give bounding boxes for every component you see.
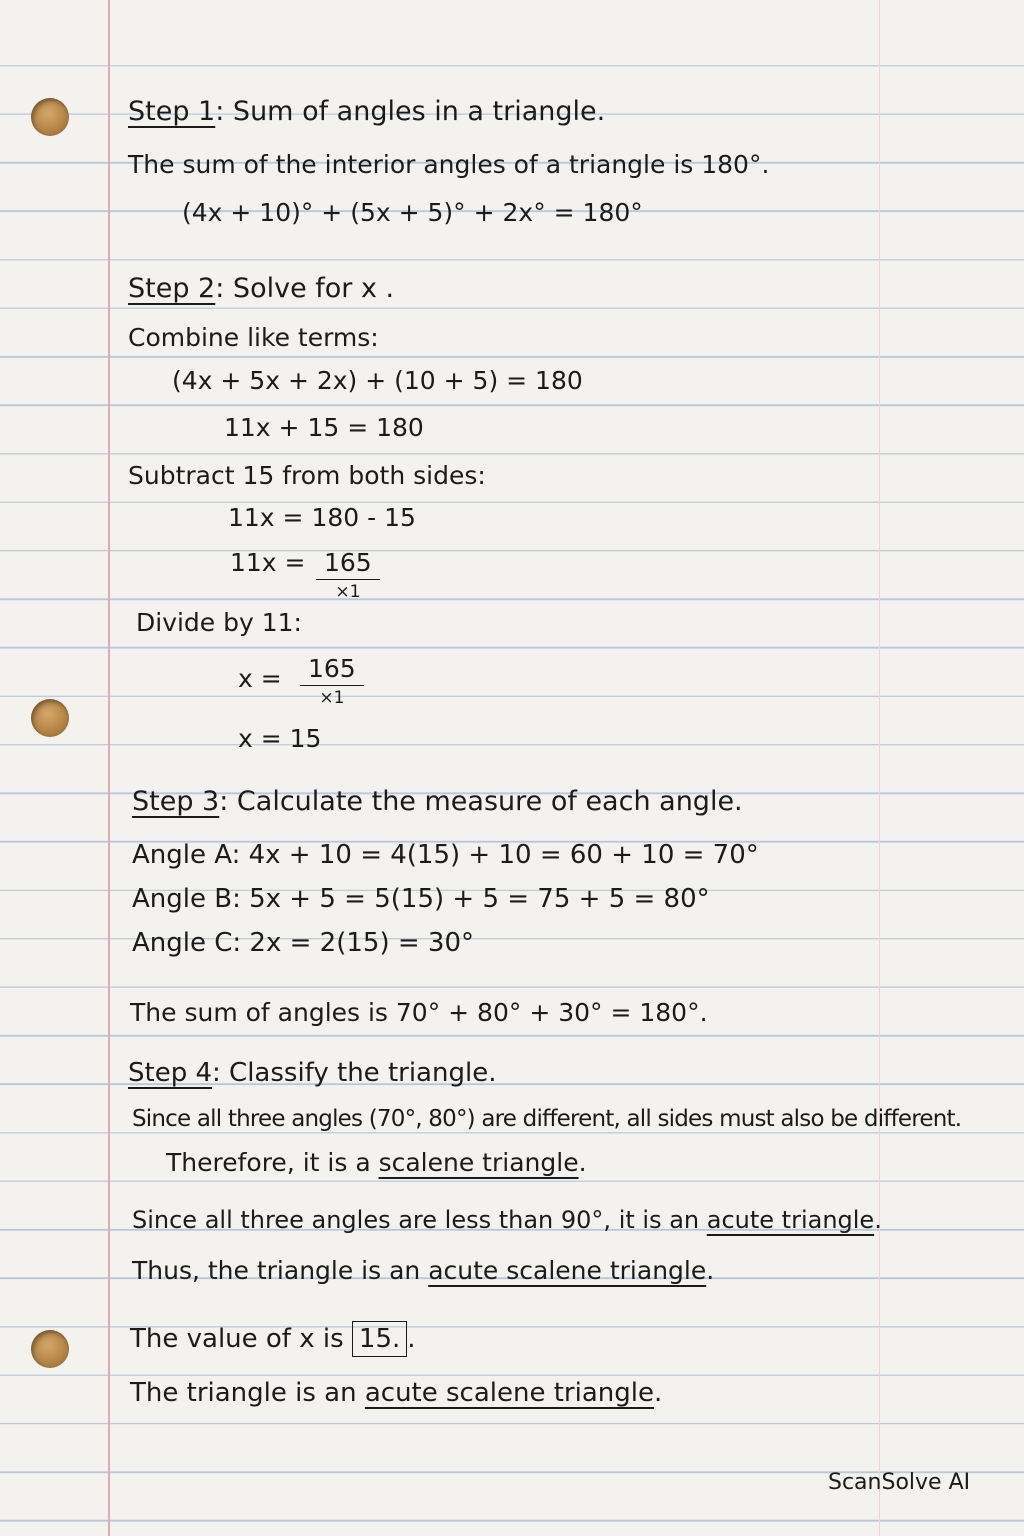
acute-triangle-underlined: acute triangle xyxy=(706,1206,875,1234)
step3-angle-c: Angle C: 2x = 2(15) = 30° xyxy=(132,928,474,958)
step4-label: Step 4 xyxy=(128,1058,213,1088)
answer-triangle-line xyxy=(130,1380,662,1406)
answer-acute-scalene-underlined: acute scalene triangle xyxy=(364,1378,654,1408)
step2-combine: Combine like terms: xyxy=(128,323,379,352)
answer-triangle-text: The triangle is an xyxy=(130,1378,365,1408)
answer-value-text: The value of x is xyxy=(130,1324,352,1354)
step2-subtract: Subtract 15 from both sides: xyxy=(128,461,486,490)
step2-eq5-left: x = xyxy=(238,664,282,693)
step2-divide: Divide by 11: xyxy=(136,608,302,637)
punch-hole-bottom xyxy=(31,1330,69,1368)
step3-heading xyxy=(132,788,743,815)
step3-sum: The sum of angles is 70° + 80° + 30° = 180°. xyxy=(130,998,708,1027)
step4-line3 xyxy=(132,1208,882,1232)
step4-line4-period: . xyxy=(706,1256,715,1285)
step2-eq3: 11x = 180 - 15 xyxy=(228,503,416,532)
step4-line1: Since all three angles (70°, 80°) are different, all sides must also be different. xyxy=(132,1106,962,1132)
step1-equation: (4x + 10)° + (5x + 5)° + 2x° = 180° xyxy=(182,198,643,227)
step1-label: Step 1 xyxy=(128,96,216,127)
step3-label: Step 3 xyxy=(132,786,220,817)
step2-eq4-numerator: 165 xyxy=(316,550,380,580)
step4-heading xyxy=(128,1060,496,1086)
step2-title: : Solve for x . xyxy=(215,273,395,304)
step2-eq6: x = 15 xyxy=(238,724,322,753)
step2-eq5-fraction xyxy=(300,656,364,707)
punch-hole-middle xyxy=(31,699,69,737)
step3-angle-a: Angle A: 4x + 10 = 4(15) + 10 = 60 + 10 = 70° xyxy=(132,840,759,870)
step4-line2-period: . xyxy=(578,1148,587,1177)
red-margin-line xyxy=(108,0,110,1536)
step3-angle-b: Angle B: 5x + 5 = 5(15) + 5 = 75 + 5 = 80° xyxy=(132,884,710,914)
answer-triangle-period: . xyxy=(653,1378,663,1408)
step4-line4-text: Thus, the triangle is an xyxy=(132,1256,429,1285)
answer-value-line xyxy=(130,1326,416,1352)
answer-value-period: . xyxy=(407,1324,416,1354)
step4-line3-period: . xyxy=(874,1206,882,1234)
step1-title: : Sum of angles in a triangle. xyxy=(215,96,606,127)
step2-label: Step 2 xyxy=(128,273,216,304)
acute-scalene-triangle-underlined: acute scalene triangle xyxy=(428,1256,707,1285)
step4-title: : Classify the triangle. xyxy=(212,1058,497,1088)
right-margin-line xyxy=(879,0,880,1536)
step2-eq5-numerator: 165 xyxy=(300,656,364,686)
answer-boxed-value: 15. xyxy=(352,1321,407,1357)
step4-line2 xyxy=(166,1150,587,1175)
step4-line2-text: Therefore, it is a xyxy=(166,1148,379,1177)
step2-heading xyxy=(128,275,394,302)
step2-eq4-denominator: ×1 xyxy=(335,582,361,602)
brand-watermark: ScanSolve AI xyxy=(828,1470,971,1495)
punch-hole-top xyxy=(31,98,69,136)
scalene-triangle-underlined: scalene triangle xyxy=(378,1148,579,1177)
step1-heading xyxy=(128,98,605,125)
step2-eq4-fraction xyxy=(316,550,380,601)
step2-eq5-denominator: ×1 xyxy=(319,688,345,708)
step4-line3-text: Since all three angles are less than 90°, it is an xyxy=(132,1206,707,1234)
step4-line4 xyxy=(132,1258,714,1283)
step3-title: : Calculate the measure of each angle. xyxy=(219,786,743,817)
step2-eq4-left: 11x = xyxy=(230,548,306,577)
step1-line1: The sum of the interior angles of a triangle is 180°. xyxy=(128,150,770,179)
step2-eq1: (4x + 5x + 2x) + (10 + 5) = 180 xyxy=(172,366,583,395)
step2-eq2: 11x + 15 = 180 xyxy=(224,413,424,442)
